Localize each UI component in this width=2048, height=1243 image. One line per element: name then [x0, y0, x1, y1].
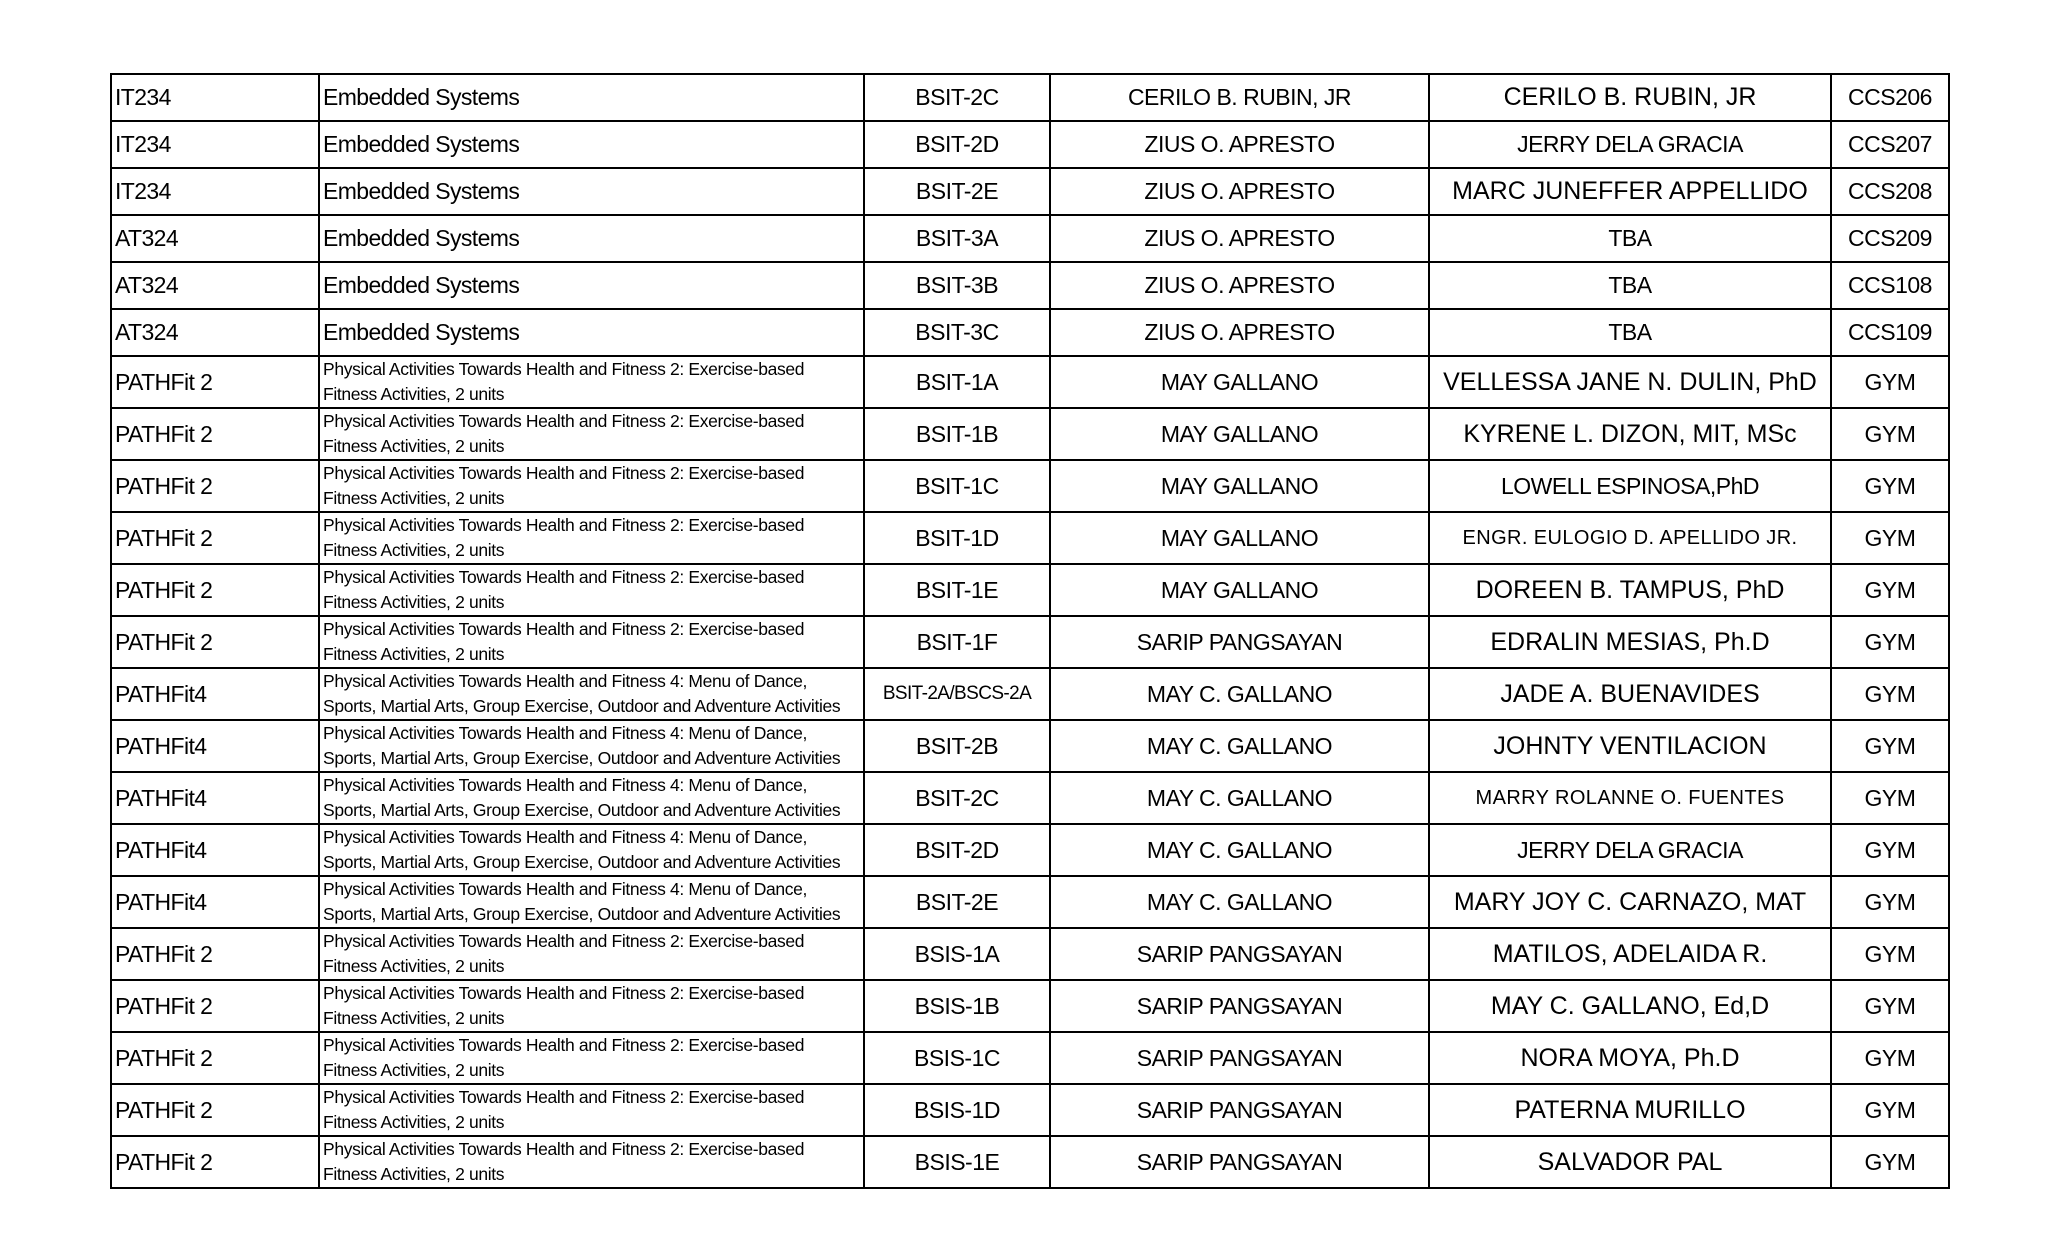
substitute-instructor-cell: JERRY DELA GRACIA — [1429, 824, 1831, 876]
course-title-line: Physical Activities Towards Health and Fitness 2: Exercise-based — [323, 411, 805, 431]
room-cell: CCS207 — [1831, 121, 1949, 168]
course-code-cell: IT234 — [111, 121, 319, 168]
substitute-instructor-cell: MAY C. GALLANO, Ed,D — [1429, 980, 1831, 1032]
course-title-line: Physical Activities Towards Health and Fitness 4: Menu of Dance, — [323, 723, 808, 743]
substitute-instructor-cell: ENGR. EULOGIO D. APELLIDO JR. — [1429, 512, 1831, 564]
course-title-line: Sports, Martial Arts, Group Exercise, Outdoor and Adventure Activities — [323, 748, 841, 768]
instructor-cell: SARIP PANGSAYAN — [1050, 1084, 1429, 1136]
instructor-cell: ZIUS O. APRESTO — [1050, 168, 1429, 215]
instructor-cell: MAY GALLANO — [1050, 512, 1429, 564]
instructor-cell: SARIP PANGSAYAN — [1050, 980, 1429, 1032]
table-row — [111, 460, 1949, 512]
substitute-instructor-cell: EDRALIN MESIAS, Ph.D — [1429, 616, 1831, 668]
course-title-cell — [319, 512, 864, 564]
room-cell: GYM — [1831, 772, 1949, 824]
room-cell: CCS208 — [1831, 168, 1949, 215]
course-title-cell — [319, 772, 864, 824]
course-title-line: Fitness Activities, 2 units — [323, 384, 505, 404]
course-title-cell — [319, 1136, 864, 1188]
room-cell: GYM — [1831, 616, 1949, 668]
table-row — [111, 215, 1949, 262]
substitute-instructor-cell: PATERNA MURILLO — [1429, 1084, 1831, 1136]
room-cell: GYM — [1831, 668, 1949, 720]
course-title-cell — [319, 564, 864, 616]
course-title-line: Physical Activities Towards Health and Fitness 2: Exercise-based — [323, 619, 805, 639]
course-title-line: Physical Activities Towards Health and Fitness 4: Menu of Dance, — [323, 827, 808, 847]
course-code-cell: PATHFit4 — [111, 772, 319, 824]
course-code-cell: PATHFit4 — [111, 720, 319, 772]
instructor-cell: MAY C. GALLANO — [1050, 772, 1429, 824]
instructor-cell: MAY C. GALLANO — [1050, 720, 1429, 772]
course-code-cell: AT324 — [111, 215, 319, 262]
course-title-line: Fitness Activities, 2 units — [323, 488, 505, 508]
table-row — [111, 980, 1949, 1032]
course-title-line: Physical Activities Towards Health and Fitness 2: Exercise-based — [323, 983, 805, 1003]
section-cell: BSIT-1F — [864, 616, 1050, 668]
course-title-cell: Embedded Systems — [319, 262, 864, 309]
course-title-line: Physical Activities Towards Health and Fitness 2: Exercise-based — [323, 567, 805, 587]
course-code-cell: PATHFit 2 — [111, 980, 319, 1032]
substitute-instructor-cell: MATILOS, ADELAIDA R. — [1429, 928, 1831, 980]
substitute-instructor-cell: SALVADOR PAL — [1429, 1136, 1831, 1188]
table-row — [111, 1084, 1949, 1136]
course-title-cell — [319, 720, 864, 772]
room-cell: GYM — [1831, 928, 1949, 980]
course-title-line: Fitness Activities, 2 units — [323, 1060, 505, 1080]
substitute-instructor-cell: CERILO B. RUBIN, JR — [1429, 74, 1831, 121]
room-cell: CCS209 — [1831, 215, 1949, 262]
course-title-line: Fitness Activities, 2 units — [323, 436, 505, 456]
course-title-line: Fitness Activities, 2 units — [323, 1008, 505, 1028]
section-cell: BSIT-2D — [864, 824, 1050, 876]
table-row — [111, 928, 1949, 980]
course-title-line: Physical Activities Towards Health and Fitness 2: Exercise-based — [323, 515, 805, 535]
substitute-instructor-cell: TBA — [1429, 309, 1831, 356]
instructor-cell: MAY GALLANO — [1050, 460, 1429, 512]
room-cell: GYM — [1831, 1032, 1949, 1084]
instructor-cell: MAY GALLANO — [1050, 408, 1429, 460]
section-cell: BSIS-1B — [864, 980, 1050, 1032]
table-row — [111, 720, 1949, 772]
instructor-cell: SARIP PANGSAYAN — [1050, 616, 1429, 668]
course-title-cell — [319, 824, 864, 876]
room-cell: GYM — [1831, 356, 1949, 408]
course-title-cell — [319, 928, 864, 980]
table-row — [111, 772, 1949, 824]
room-cell: GYM — [1831, 460, 1949, 512]
substitute-instructor-cell: MARY JOY C. CARNAZO, MAT — [1429, 876, 1831, 928]
course-title-line: Physical Activities Towards Health and Fitness 4: Menu of Dance, — [323, 879, 808, 899]
course-code-cell: PATHFit 2 — [111, 1032, 319, 1084]
course-code-cell: PATHFit 2 — [111, 512, 319, 564]
instructor-cell: MAY C. GALLANO — [1050, 824, 1429, 876]
section-cell: BSIS-1C — [864, 1032, 1050, 1084]
section-cell: BSIT-3C — [864, 309, 1050, 356]
course-code-cell: IT234 — [111, 74, 319, 121]
course-title-cell — [319, 408, 864, 460]
instructor-cell: MAY GALLANO — [1050, 564, 1429, 616]
room-cell: GYM — [1831, 720, 1949, 772]
section-cell: BSIS-1D — [864, 1084, 1050, 1136]
section-cell: BSIT-1B — [864, 408, 1050, 460]
table-row — [111, 356, 1949, 408]
course-title-line: Sports, Martial Arts, Group Exercise, Outdoor and Adventure Activities — [323, 696, 841, 716]
course-code-cell: PATHFit4 — [111, 824, 319, 876]
substitute-instructor-cell: TBA — [1429, 215, 1831, 262]
course-title-line: Fitness Activities, 2 units — [323, 956, 505, 976]
section-cell: BSIT-1C — [864, 460, 1050, 512]
section-cell: BSIT-2C — [864, 74, 1050, 121]
table-row — [111, 121, 1949, 168]
instructor-cell: ZIUS O. APRESTO — [1050, 309, 1429, 356]
course-title-cell — [319, 876, 864, 928]
section-cell: BSIS-1E — [864, 1136, 1050, 1188]
course-code-cell: AT324 — [111, 262, 319, 309]
course-title-line: Physical Activities Towards Health and Fitness 2: Exercise-based — [323, 1035, 805, 1055]
course-title-line: Physical Activities Towards Health and Fitness 4: Menu of Dance, — [323, 775, 808, 795]
course-title-line: Physical Activities Towards Health and Fitness 2: Exercise-based — [323, 1139, 805, 1159]
course-code-cell: AT324 — [111, 309, 319, 356]
instructor-cell: ZIUS O. APRESTO — [1050, 215, 1429, 262]
table-row — [111, 408, 1949, 460]
room-cell: GYM — [1831, 876, 1949, 928]
section-cell: BSIT-2C — [864, 772, 1050, 824]
table-row — [111, 1032, 1949, 1084]
instructor-cell: ZIUS O. APRESTO — [1050, 121, 1429, 168]
course-title-line: Fitness Activities, 2 units — [323, 592, 505, 612]
room-cell: CCS206 — [1831, 74, 1949, 121]
substitute-instructor-cell: KYRENE L. DIZON, MIT, MSc — [1429, 408, 1831, 460]
course-title-cell — [319, 616, 864, 668]
course-title-cell: Embedded Systems — [319, 309, 864, 356]
course-code-cell: PATHFit 2 — [111, 356, 319, 408]
class-schedule-table — [110, 73, 1950, 1189]
section-cell: BSIT-2E — [864, 168, 1050, 215]
course-code-cell: IT234 — [111, 168, 319, 215]
room-cell: GYM — [1831, 824, 1949, 876]
course-title-cell — [319, 980, 864, 1032]
substitute-instructor-cell: DOREEN B. TAMPUS, PhD — [1429, 564, 1831, 616]
table-row — [111, 309, 1949, 356]
substitute-instructor-cell: TBA — [1429, 262, 1831, 309]
table-row — [111, 824, 1949, 876]
substitute-instructor-cell: JOHNTY VENTILACION — [1429, 720, 1831, 772]
section-cell: BSIT-1A — [864, 356, 1050, 408]
course-title-cell — [319, 1032, 864, 1084]
substitute-instructor-cell: VELLESSA JANE N. DULIN, PhD — [1429, 356, 1831, 408]
section-cell: BSIT-3A — [864, 215, 1050, 262]
room-cell: GYM — [1831, 408, 1949, 460]
course-code-cell: PATHFit 2 — [111, 564, 319, 616]
course-code-cell: PATHFit4 — [111, 876, 319, 928]
course-code-cell: PATHFit 2 — [111, 616, 319, 668]
course-code-cell: PATHFit4 — [111, 668, 319, 720]
room-cell: GYM — [1831, 1084, 1949, 1136]
course-title-line: Physical Activities Towards Health and Fitness 2: Exercise-based — [323, 463, 805, 483]
course-title-line: Sports, Martial Arts, Group Exercise, Outdoor and Adventure Activities — [323, 852, 841, 872]
room-cell: GYM — [1831, 980, 1949, 1032]
substitute-instructor-cell: LOWELL ESPINOSA,PhD — [1429, 460, 1831, 512]
room-cell: GYM — [1831, 512, 1949, 564]
substitute-instructor-cell: JERRY DELA GRACIA — [1429, 121, 1831, 168]
table-row — [111, 74, 1949, 121]
course-title-cell: Embedded Systems — [319, 168, 864, 215]
section-cell: BSIT-2B — [864, 720, 1050, 772]
course-title-line: Sports, Martial Arts, Group Exercise, Outdoor and Adventure Activities — [323, 800, 841, 820]
table-row — [111, 168, 1949, 215]
instructor-cell: MAY C. GALLANO — [1050, 876, 1429, 928]
substitute-instructor-cell: MARRY ROLANNE O. FUENTES — [1429, 772, 1831, 824]
substitute-instructor-cell: MARC JUNEFFER APPELLIDO — [1429, 168, 1831, 215]
instructor-cell: SARIP PANGSAYAN — [1050, 928, 1429, 980]
table-row — [111, 262, 1949, 309]
course-title-line: Fitness Activities, 2 units — [323, 1112, 505, 1132]
section-cell: BSIT-1D — [864, 512, 1050, 564]
course-title-cell — [319, 668, 864, 720]
section-cell: BSIT-2A/BSCS-2A — [864, 668, 1050, 720]
course-title-cell: Embedded Systems — [319, 215, 864, 262]
table-row — [111, 1136, 1949, 1188]
room-cell: GYM — [1831, 1136, 1949, 1188]
course-code-cell: PATHFit 2 — [111, 408, 319, 460]
table-row — [111, 876, 1949, 928]
section-cell: BSIT-3B — [864, 262, 1050, 309]
course-title-line: Physical Activities Towards Health and Fitness 2: Exercise-based — [323, 931, 805, 951]
course-title-line: Physical Activities Towards Health and Fitness 2: Exercise-based — [323, 1087, 805, 1107]
table-row — [111, 564, 1949, 616]
course-title-line: Physical Activities Towards Health and Fitness 4: Menu of Dance, — [323, 671, 808, 691]
substitute-instructor-cell: NORA MOYA, Ph.D — [1429, 1032, 1831, 1084]
section-cell: BSIT-2E — [864, 876, 1050, 928]
instructor-cell: MAY C. GALLANO — [1050, 668, 1429, 720]
course-title-line: Sports, Martial Arts, Group Exercise, Outdoor and Adventure Activities — [323, 904, 841, 924]
course-title-cell: Embedded Systems — [319, 121, 864, 168]
room-cell: GYM — [1831, 564, 1949, 616]
course-code-cell: PATHFit 2 — [111, 460, 319, 512]
instructor-cell: SARIP PANGSAYAN — [1050, 1136, 1429, 1188]
instructor-cell: CERILO B. RUBIN, JR — [1050, 74, 1429, 121]
instructor-cell: ZIUS O. APRESTO — [1050, 262, 1429, 309]
section-cell: BSIT-1E — [864, 564, 1050, 616]
course-title-line: Fitness Activities, 2 units — [323, 644, 505, 664]
room-cell: CCS108 — [1831, 262, 1949, 309]
course-title-cell: Embedded Systems — [319, 74, 864, 121]
course-title-line: Fitness Activities, 2 units — [323, 1164, 505, 1184]
table-row — [111, 616, 1949, 668]
room-cell: CCS109 — [1831, 309, 1949, 356]
substitute-instructor-cell: JADE A. BUENAVIDES — [1429, 668, 1831, 720]
instructor-cell: MAY GALLANO — [1050, 356, 1429, 408]
course-code-cell: PATHFit 2 — [111, 1136, 319, 1188]
course-title-cell — [319, 1084, 864, 1136]
course-title-line: Fitness Activities, 2 units — [323, 540, 505, 560]
table-row — [111, 512, 1949, 564]
section-cell: BSIS-1A — [864, 928, 1050, 980]
table-row — [111, 668, 1949, 720]
section-cell: BSIT-2D — [864, 121, 1050, 168]
instructor-cell: SARIP PANGSAYAN — [1050, 1032, 1429, 1084]
course-code-cell: PATHFit 2 — [111, 1084, 319, 1136]
course-title-cell — [319, 460, 864, 512]
course-title-line: Physical Activities Towards Health and Fitness 2: Exercise-based — [323, 359, 805, 379]
course-title-cell — [319, 356, 864, 408]
course-code-cell: PATHFit 2 — [111, 928, 319, 980]
